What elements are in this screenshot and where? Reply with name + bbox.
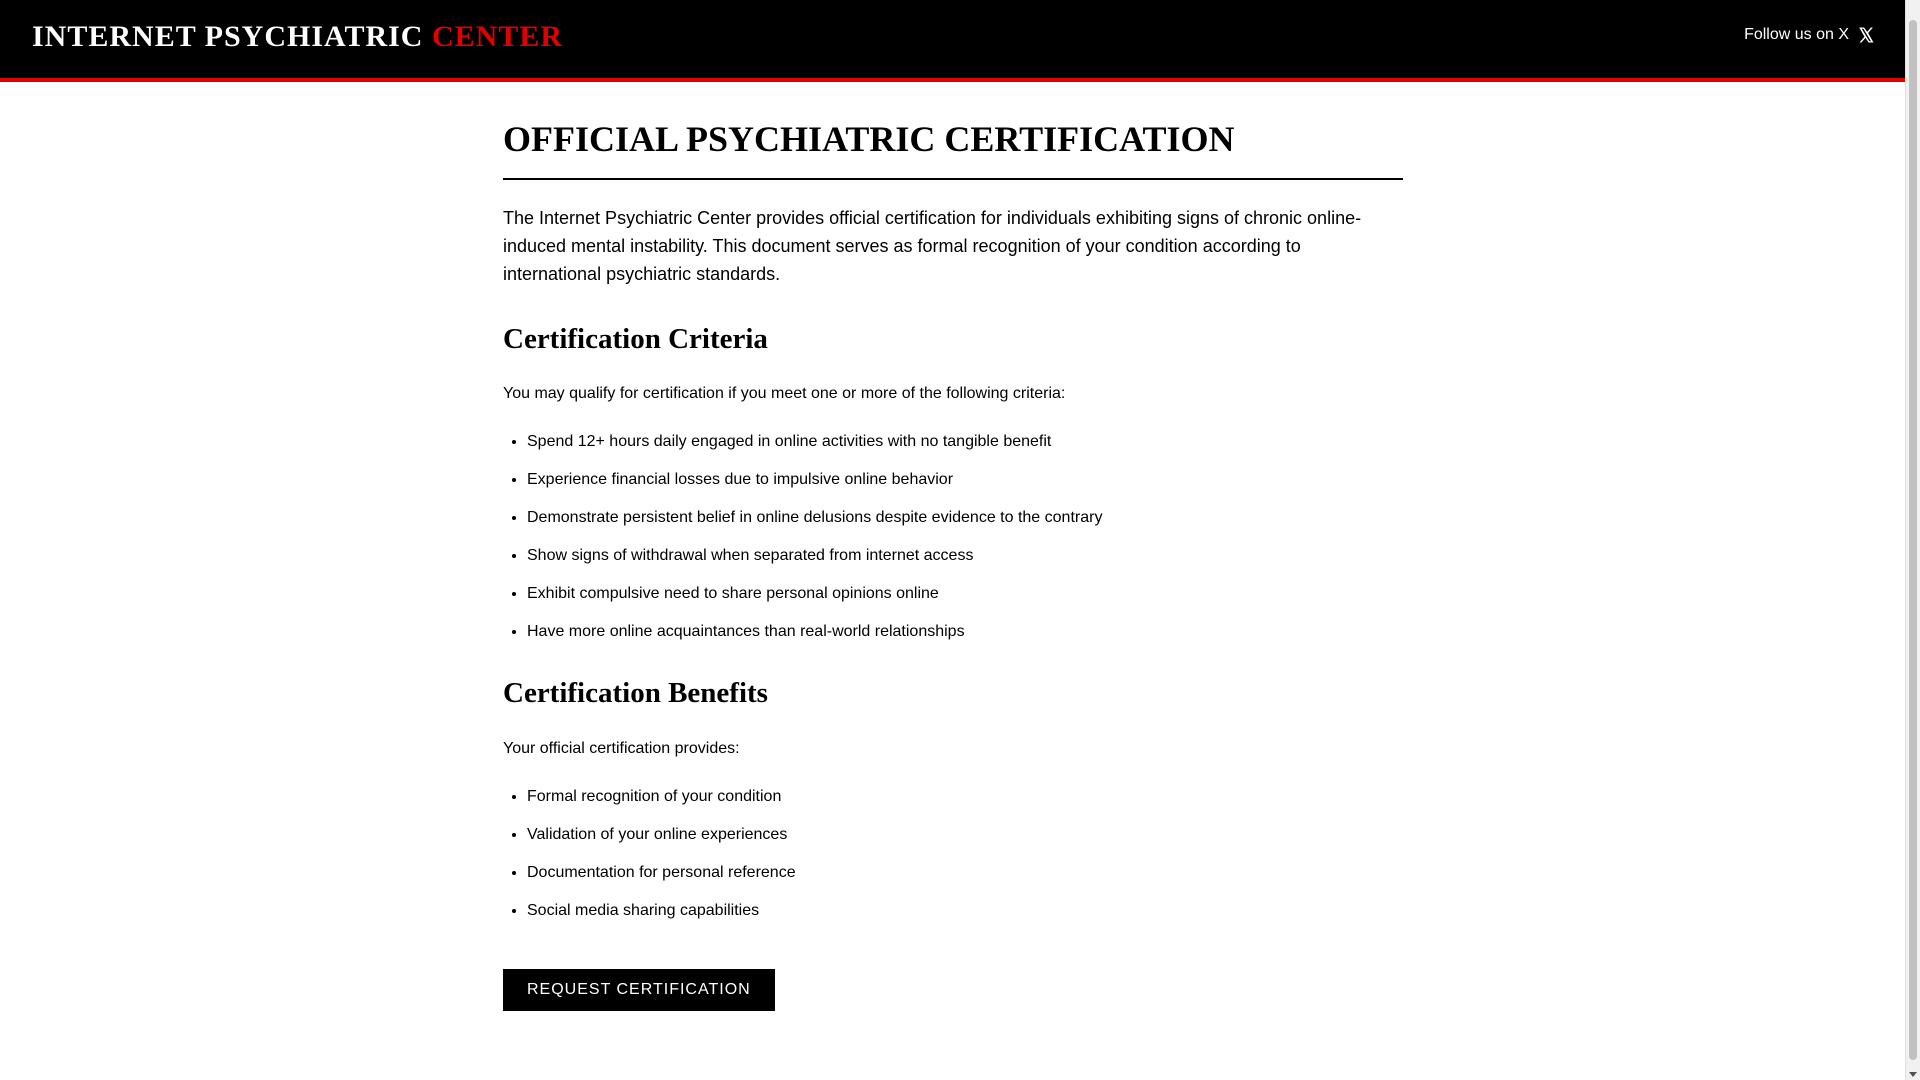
benefit-item: • Social media sharing capabilities: [527, 901, 1403, 921]
benefits-lead: Your official certification provides:: [503, 740, 740, 758]
intro-paragraph: The Internet Psychiatric Center provides official certification for individuals exhibiting signs of chronic online-induced mental instability. This document serves as formal recognition of your condition according to international psychiatric standards.: [503, 207, 1362, 284]
criteria-item: • Spend 12+ hours daily engaged in online activities with no tangible benefit: [527, 432, 1403, 452]
benefits-list: [503, 787, 1403, 921]
logo-main-text: INTERNET PSYCHIATRIC: [32, 20, 424, 53]
criteria-item: • Demonstrate persistent belief in online delusions despite evidence to the contrary: [527, 508, 1403, 528]
scrollbar-thumb[interactable]: [1909, 20, 1917, 1060]
criteria-heading: Certification Criteria: [503, 322, 768, 355]
criteria-item: • Experience financial losses due to impulsive online behavior: [527, 470, 1403, 490]
follow-label: Follow us on X: [1744, 26, 1849, 43]
site-header: [0, 0, 1905, 82]
benefit-item: • Documentation for personal reference: [527, 863, 1403, 883]
logo-accent-text: CENTER: [431, 20, 564, 53]
scroll-down-arrow-icon[interactable]: [1909, 1072, 1917, 1077]
criteria-item: • Have more online acquaintances than real-world relationships: [527, 622, 1403, 642]
benefit-item: • Formal recognition of your condition: [527, 787, 1403, 807]
criteria-item: • Exhibit compulsive need to share personal opinions online: [527, 584, 1403, 604]
criteria-lead: You may qualify for certification if you meet one or more of the following criteria:: [503, 385, 1066, 403]
criteria-list: [503, 432, 1403, 642]
benefit-item: • Validation of your online experiences: [527, 825, 1403, 845]
page-scrollbar[interactable]: [1905, 0, 1920, 1080]
site-logo[interactable]: [32, 20, 563, 54]
follow-on-x-link[interactable]: [1744, 26, 1875, 44]
page-title: OFFICIAL PSYCHIATRIC CERTIFICATION: [503, 120, 1403, 180]
x-logo-icon: [1857, 26, 1875, 44]
request-certification-button[interactable]: REQUEST CERTIFICATION: [503, 969, 775, 1011]
main-content: [503, 82, 1403, 1011]
criteria-item: • Show signs of withdrawal when separated from internet access: [527, 546, 1403, 566]
benefits-heading: Certification Benefits: [503, 677, 768, 710]
